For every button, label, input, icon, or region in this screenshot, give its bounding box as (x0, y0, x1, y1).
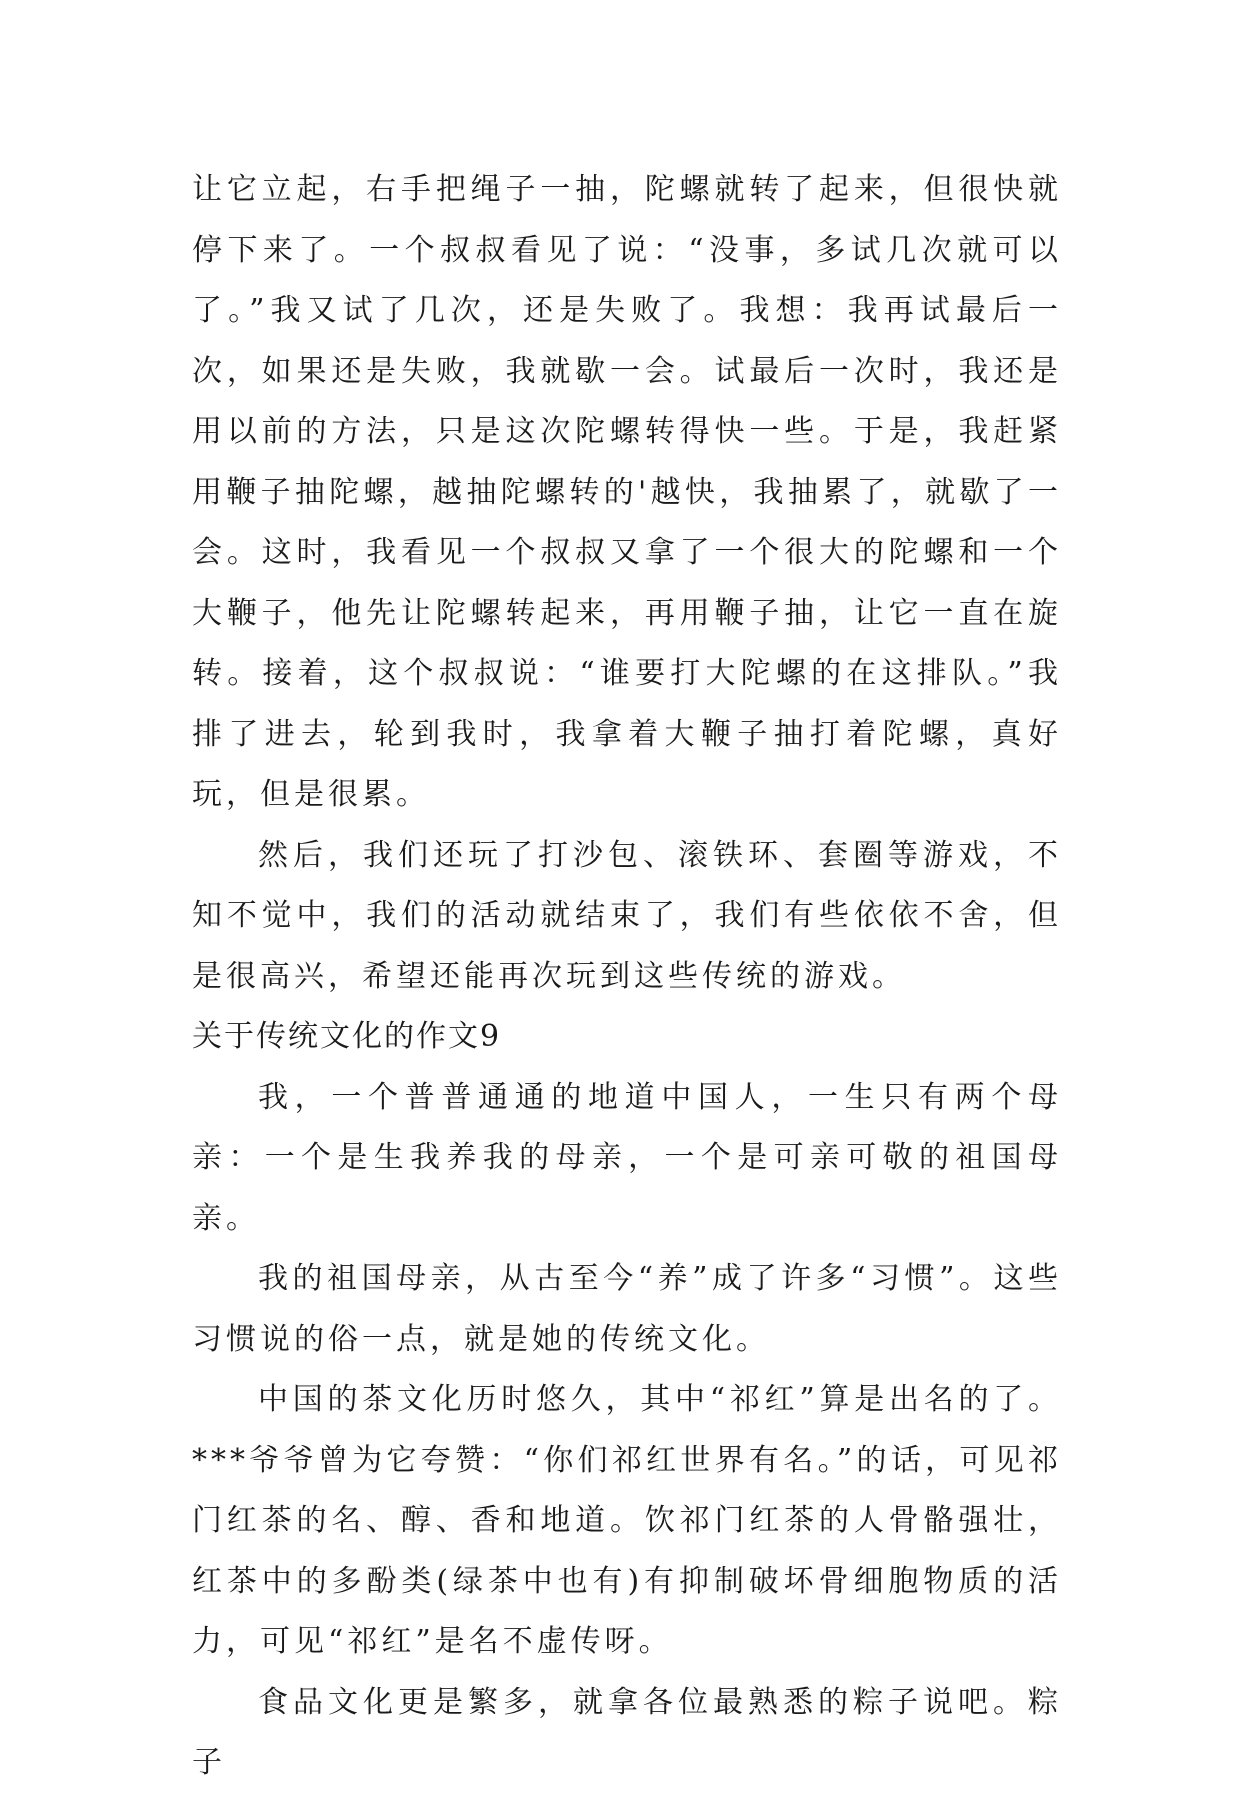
paragraph-5: 中国的茶文化历时悠久，其中“祁红”算是出名的了。***爷爷曾为它夸赞：“你们祁红世界有名。”的话，可见祁门红茶的名、醇、香和地道。饮祁门红茶的人骨骼强壮，红茶中的多酚类(绿茶中也有)有抑制破坏骨细胞物质的活力，可见“祁红”是名不虚传呀。 (192, 1382, 1062, 1659)
section-heading: 关于传统文化的作文9 (192, 1019, 502, 1054)
paragraph-1: 让它立起，右手把绳子一抽，陀螺就转了起来，但很快就停下来了。一个叔叔看见了说：“没事，多试几次就可以了。”我又试了几次，还是失败了。我想：我再试最后一次，如果还是失败，我就歇一会。试最后一次时，我还是用以前的方法，只是这次陀螺转得快一些。于是，我赶紧用鞭子抽陀螺，越抽陀螺转的'越快，我抽累了，就歇了一会。这时，我看见一个叔叔又拿了一个很大的陀螺和一个大鞭子，他先让陀螺转起来，再用鞭子抽，让它一直在旋转。接着，这个叔叔说：“谁要打大陀螺的在这排队。”我排了进去，轮到我时，我拿着大鞭子抽打着陀螺，真好玩，但是很累。 (192, 172, 1062, 812)
paragraph-2: 然后，我们还玩了打沙包、滚铁环、套圈等游戏，不知不觉中，我们的活动就结束了，我们有些依依不舍，但是很高兴，希望还能再次玩到这些传统的游戏。 (192, 837, 1062, 994)
document-page (192, 160, 1062, 1794)
paragraph-6: 食品文化更是繁多，就拿各位最熟悉的粽子说吧。粽子 (192, 1684, 1062, 1780)
paragraph-3: 我，一个普普通通的地道中国人，一生只有两个母亲：一个是生我养我的母亲，一个是可亲可敬的祖国母亲。 (192, 1079, 1062, 1236)
paragraph-4: 我的祖国母亲，从古至今“养”成了许多“习惯”。这些习惯说的俗一点，就是她的传统文化。 (192, 1261, 1062, 1357)
